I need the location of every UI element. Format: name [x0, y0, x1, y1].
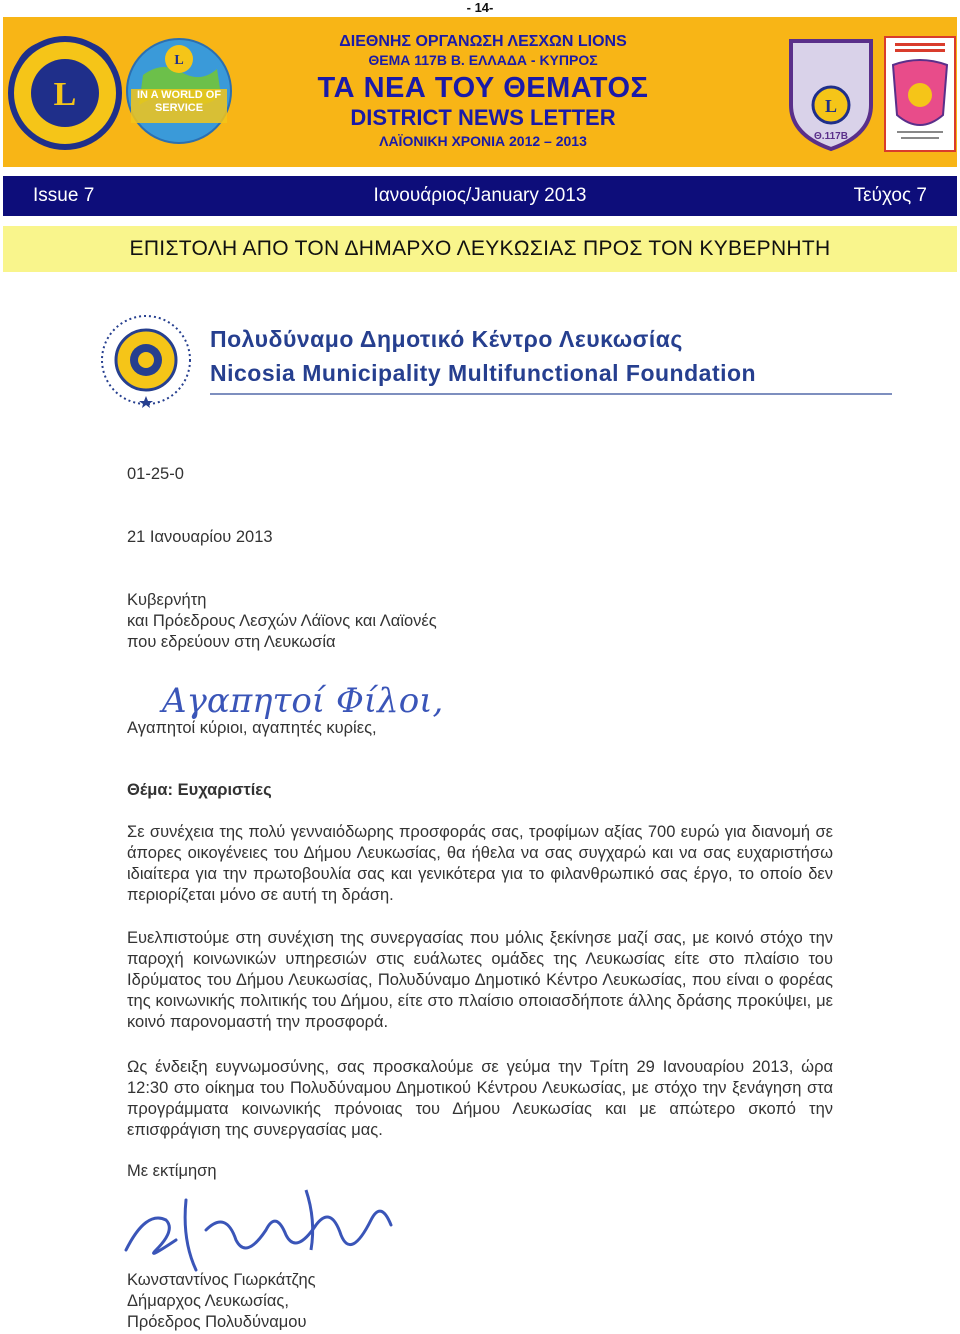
newsletter-banner [3, 17, 957, 167]
svg-text:L: L [174, 53, 184, 68]
issue-number-gr: Τεύχος 7 [853, 185, 927, 206]
lions-year: ΛΑΪΟΝΙΚΗ ΧΡΟΝΙΑ 2012 – 2013 [379, 133, 587, 149]
foundation-name-english: Nicosia Municipality Multifunctional Foundation [210, 360, 757, 386]
masthead [283, 17, 683, 151]
district-name: ΘΕΜΑ 117Β Β. ΕΛΛΑΔΑ - ΚΥΠΡΟΣ [368, 52, 598, 68]
newsletter-title-en: DISTRICT NEWS LETTER [350, 105, 616, 130]
signatory-block [127, 1270, 316, 1333]
silver-knights-badge [783, 35, 879, 153]
letter-paragraph: Ευελπιστούμε στη συνέχιση της συνεργασίας που μόλις ξεκίνησε μαζί σας, με κοινό στόχο την παροχή κοινωνικών υπηρεσιών στις ευάλωτες ομάδες της Λευκωσίας είτε στο πλαίσιο του Ιδρύματος του Δήμου Λευκωσίας, Πολυδύναμο Δημοτικό Κέντρο Λευκωσίας, που είναι ο φορέας της κοινωνικής πολιτικής του Δήμου, είτε στο πλαίσιο οποιασδήποτε άλλης δράσης προκύψει, με κοινό παρονομαστή την προσφορά. [127, 929, 833, 1031]
letter-date: 21 Ιανουαρίου 2013 [127, 528, 273, 546]
letter-paragraph: Σε συνέχεια της πολύ γενναιόδωρης προσφοράς σας, τροφίμων αξίας 700 ευρώ για διανομή σε άπορες οικογένειες του Δήμου Λευκωσίας, θα ήθελα να σας συγχαρώ και να σας ευχαριστήσω ιδιαίτερα για την πρωτοβουλία σας και γενικότερα για το φιλανθρωπικό σας έργο, το οποίο δεν περιορίζεται μόνο σε αυτή τη δράση. [127, 823, 833, 904]
signatory-name: Κωνσταντίνος Γιωρκάτζης [127, 1271, 316, 1289]
org-name: ΔΙΕΘΝΗΣ ΟΡΓΑΝΩΣΗ ΛΕΣΧΩΝ LIONS [339, 33, 627, 50]
letterhead-divider [210, 393, 892, 395]
lions-international-logo [5, 33, 125, 153]
letter-reference: 01-25-0 [127, 465, 184, 483]
addressee-line: που εδρεύουν στη Λευκωσία [127, 633, 336, 651]
letter-greeting: Αγαπητοί κύριοι, αγαπητές κυρίες, [127, 719, 377, 737]
scanned-letter [0, 290, 960, 1334]
page-number: - 14- [466, 0, 494, 15]
letter-addressee [127, 590, 437, 653]
foundation-seal-logo [98, 312, 194, 408]
svg-text:Θ.117Β: Θ.117Β [814, 131, 848, 142]
article-headline: ΕΠΙΣΤΟΛΗ ΑΠΟ ΤΟΝ ΔΗΜΑΡΧΟ ΛΕΥΚΩΣΙΑΣ ΠΡΟΣ ΤΟΝ ΚΥΒΕΡΝΗΤΗ [129, 237, 831, 260]
letter-subject: Θέμα: Ευχαριστίες [127, 781, 272, 799]
signatory-title: Πρόεδρος Πολυδύναμου [127, 1313, 307, 1331]
issue-date: Ιανουάριος/January 2013 [373, 185, 587, 206]
foundation-name-greek: Πολυδύναμο Δημοτικό Κέντρο Λευκωσίας [210, 326, 683, 352]
svg-text:Αγαπητοί Φίλοι,: Αγαπητοί Φίλοι, [162, 681, 444, 721]
addressee-line: και Πρόεδρους Λεσχών Λάϊονς και Λαϊονές [127, 612, 437, 630]
letter-closing: Με εκτίμηση [127, 1162, 217, 1180]
svg-text:L: L [53, 76, 77, 113]
newsletter-title-gr: ΤΑ ΝΕΑ ΤΟΥ ΘΕΜΑΤΟΣ [317, 72, 649, 104]
svg-text:L: L [824, 96, 838, 116]
governor-emblem [883, 35, 957, 153]
headline-bar [3, 226, 957, 272]
world-of-service-label: IN A WORLD OF SERVICE [136, 89, 222, 114]
addressee-line: Κυβερνήτη [127, 591, 207, 609]
letter-paragraph: Ως ένδειξη ευγνωμοσύνης, σας προσκαλούμε σε γεύμα την Τρίτη 29 Ιανουαρίου 2013, ώρα 12:30 στο οίκημα του Πολυδύναμου Δημοτικού Κέντρου Λευκωσίας, με στόχο την ξενάγηση στα προγράμματα κοινωνικής πρόνοιας του Δήμου Λευκωσίας και με απώτερο σκοπό την επισφράγιση της συνεργασίας μας. [127, 1058, 833, 1139]
signatory-title: Δήμαρχος Λευκωσίας, [127, 1292, 289, 1310]
issue-number-en: Issue 7 [33, 185, 95, 206]
issue-bar [3, 176, 957, 216]
